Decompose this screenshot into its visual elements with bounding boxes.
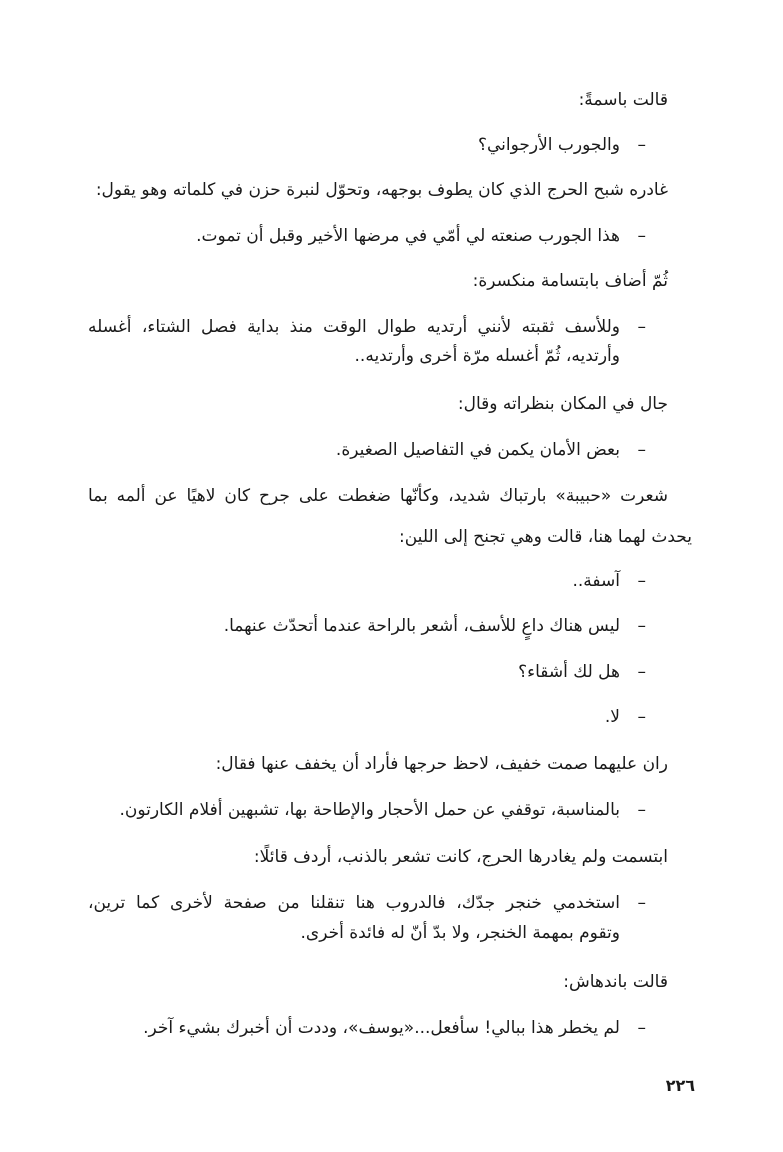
narration-line-2: غادره شبح الحرج الذي كان يطوف بوجهه، وتحوّل لنبرة حزن في كلماته وهو يقول: (95, 180, 668, 200)
dialogue-dash: – (637, 226, 646, 246)
dialogue-line-3-continued: وأرتديه، ثُمّ أغسله مرّة أخرى وأرتديه.. (354, 346, 620, 366)
dialogue-line-5: –آسفة.. (88, 567, 668, 595)
dialogue-line-10-continued: وتقوم بمهمة الخنجر، ولا بدّ أنّ له فائدة أخرى. (300, 923, 620, 943)
dialogue-line-4: –بعض الأمان يكمن في التفاصيل الصغيرة. (88, 436, 668, 464)
dialogue-line-8: –لا. (88, 703, 668, 731)
narration-line-7: ابتسمت ولم يغادرها الحرج، كانت تشعر بالذنب، أردف قائلًا: (253, 847, 668, 867)
narration-line-6: ران عليهما صمت خفيف، لاحظ حرجها فأراد أن يخفف عنها فقال: (215, 754, 668, 774)
dialogue-dash: – (637, 800, 646, 820)
dialogue-line-1: –والجورب الأرجواني؟ (88, 131, 668, 159)
dialogue-line-7: –هل لك أشقاء؟ (88, 658, 668, 686)
narration-line-1: قالت باسمةً: (578, 90, 668, 110)
dialogue-dash: – (637, 616, 646, 636)
dialogue-dash: – (637, 135, 646, 155)
dialogue-line-2: –هذا الجورب صنعته لي أمّي في مرضها الأخير وقبل أن تموت. (88, 222, 668, 250)
dialogue-dash: – (637, 317, 646, 337)
narration-line-5: شعرت «حبيبة» بارتباك شديد، وكأنّها ضغطت على جرح كان لاهيًا عن ألمه بما (88, 486, 668, 506)
dialogue-dash: – (637, 707, 646, 727)
dialogue-dash: – (637, 440, 646, 460)
narration-line-8: قالت باندهاش: (563, 972, 668, 992)
narration-line-5-continued: يحدث لهما هنا، قالت وهي تجنح إلى اللين: (399, 527, 692, 547)
page-number: ٢٢٦ (665, 1076, 695, 1095)
dialogue-line-11: –لم يخطر هذا ببالي! سأفعل...«يوسف»، وددت أن أخبرك بشيء آخر. (88, 1014, 668, 1042)
dialogue-dash: – (637, 893, 646, 913)
dialogue-dash: – (637, 1018, 646, 1038)
dialogue-dash: – (637, 662, 646, 682)
dialogue-dash: – (637, 571, 646, 591)
narration-line-4: جال في المكان بنظراته وقال: (457, 394, 668, 414)
dialogue-line-6: –ليس هناك داعٍ للأسف، أشعر بالراحة عندما أتحدّث عنهما. (88, 612, 668, 640)
dialogue-line-10: –استخدمي خنجر جدّك، فالدروب هنا تنقلنا من صفحة لأخرى كما ترين، (88, 889, 668, 917)
narration-line-3: ثُمّ أضاف بابتسامة منكسرة: (472, 271, 668, 291)
dialogue-line-9: –بالمناسبة، توقفي عن حمل الأحجار والإطاحة بها، تشبهين أفلام الكارتون. (88, 796, 668, 824)
dialogue-line-3: –وللأسف ثقبته لأنني أرتديه طوال الوقت منذ بداية فصل الشتاء، أغسله (88, 313, 668, 341)
